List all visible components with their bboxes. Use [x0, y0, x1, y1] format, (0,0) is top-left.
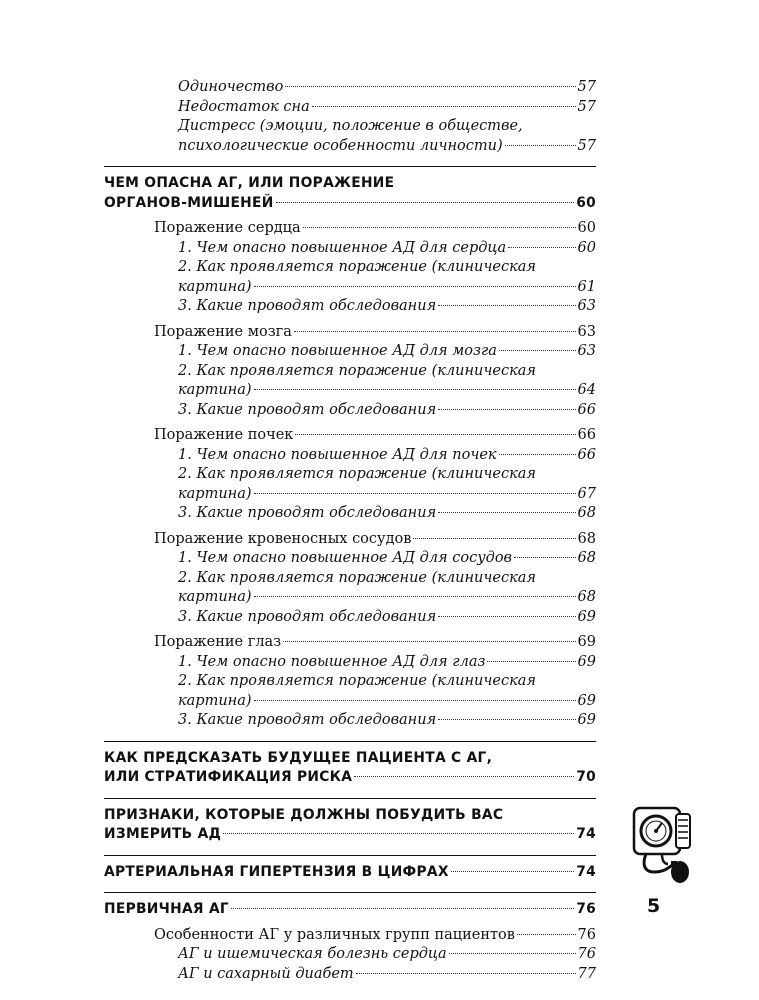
section-divider	[104, 741, 596, 742]
blood-pressure-monitor-icon	[632, 806, 694, 886]
toc-entry-title: Поражение кровеносных сосудов	[154, 530, 412, 547]
toc-subsection-entry[interactable]	[104, 465, 596, 504]
toc-page-number: 69	[577, 692, 596, 709]
dot-leader	[254, 493, 576, 494]
toc-subsection-entry[interactable]	[104, 297, 596, 317]
toc-subsection-entry[interactable]	[104, 78, 596, 98]
toc-entry-title: Особенности АГ у различных групп пациентов	[154, 926, 515, 943]
toc-page-number: 69	[577, 653, 596, 670]
dot-leader	[517, 934, 576, 935]
toc-entry-line	[104, 78, 596, 98]
toc-page-number: 76	[576, 901, 596, 917]
toc-entry-line	[104, 863, 596, 883]
toc-page-number: 63	[577, 343, 596, 359]
dot-leader	[285, 86, 575, 87]
toc-page-number: 60	[577, 239, 596, 256]
toc-entry-line	[104, 219, 596, 239]
toc-entry-line	[104, 278, 596, 298]
toc-page-number: 57	[577, 98, 596, 115]
toc-subsection-entry[interactable]	[104, 608, 596, 628]
toc-section-entry[interactable]	[104, 633, 596, 653]
toc-entry-title: картина)	[178, 382, 252, 398]
toc-entry-line	[104, 549, 596, 569]
dot-leader	[295, 434, 575, 435]
toc-subsection-entry[interactable]	[104, 446, 596, 466]
section-divider	[104, 892, 596, 893]
toc-subsection-entry[interactable]	[104, 98, 596, 118]
toc-page-number: 60	[577, 220, 596, 236]
toc-entry-title: АГ и сахарный диабет	[178, 965, 354, 982]
toc-subsection-entry[interactable]	[104, 258, 596, 297]
toc-subsection-entry[interactable]	[104, 117, 596, 156]
toc-entry-title: 1. Чем опасно повышенное АД для мозга	[178, 343, 497, 359]
toc-entry-line	[104, 98, 596, 118]
toc-entry-title: Поражение сердца	[154, 220, 301, 236]
dot-leader	[438, 305, 575, 306]
toc-subsection-entry[interactable]	[104, 945, 596, 965]
toc-page-number: 74	[576, 826, 596, 842]
toc-entry-line	[104, 194, 596, 214]
dot-leader	[312, 106, 576, 107]
toc-entry-title: ОРГАНОВ-МИШЕНЕЙ	[104, 194, 274, 211]
toc-entry-title: 1. Чем опасно повышенное АД для почек	[178, 446, 497, 463]
toc-entry-title: Поражение мозга	[154, 323, 292, 340]
toc-entry-text-line: Дистресс (эмоции, положение в обществе,	[178, 118, 523, 134]
dot-leader	[254, 596, 576, 597]
table-of-contents	[104, 78, 596, 984]
toc-entry-title: ИЛИ СТРАТИФИКАЦИЯ РИСКА	[104, 769, 353, 785]
toc-entry-line	[104, 768, 596, 788]
toc-entry-line	[104, 446, 596, 466]
toc-entry-title: картина)	[178, 589, 252, 605]
toc-chapter-entry[interactable]	[104, 863, 596, 883]
toc-page-number: 70	[576, 769, 596, 785]
section-divider	[104, 798, 596, 799]
toc-page-number: 63	[577, 298, 596, 314]
toc-entry-title: Недостаток сна	[178, 98, 310, 115]
toc-subsection-entry[interactable]	[104, 401, 596, 421]
toc-entry-line	[104, 588, 596, 608]
toc-section-entry[interactable]	[104, 530, 596, 550]
toc-entry-title: 1. Чем опасно повышенное АД для сосудов	[178, 550, 512, 566]
toc-entry-line	[104, 239, 596, 259]
toc-entry-line	[104, 900, 596, 920]
dot-leader	[508, 247, 575, 248]
toc-subsection-entry[interactable]	[104, 362, 596, 401]
toc-page-number: 66	[577, 427, 596, 443]
toc-entry-title: ИЗМЕРИТЬ АД	[104, 826, 222, 842]
toc-entry-title: Одиночество	[178, 79, 284, 95]
toc-entry-line	[104, 825, 596, 845]
toc-entry-title: картина)	[178, 485, 252, 502]
dot-leader	[449, 953, 576, 954]
page-number: 5	[647, 895, 661, 917]
toc-entry-title: психологические особенности личности)	[178, 137, 503, 154]
dot-leader	[499, 454, 576, 455]
toc-page-number: 68	[577, 550, 596, 566]
toc-subsection-entry[interactable]	[104, 504, 596, 524]
toc-subsection-entry[interactable]	[104, 342, 596, 362]
toc-page-number: 76	[577, 946, 596, 962]
toc-entry-line	[104, 965, 596, 985]
toc-entry-line	[104, 711, 596, 731]
toc-subsection-entry[interactable]	[104, 239, 596, 259]
toc-subsection-entry[interactable]	[104, 549, 596, 569]
dot-leader	[438, 719, 575, 720]
toc-entry-title: картина)	[178, 692, 252, 709]
toc-page-number: 69	[577, 608, 596, 625]
toc-entry-text-line: КАК ПРЕДСКАЗАТЬ БУДУЩЕЕ ПАЦИЕНТА С АГ,	[104, 749, 493, 766]
toc-page-number: 60	[576, 194, 596, 211]
toc-entry-line	[104, 633, 596, 653]
toc-entry-line	[104, 485, 596, 505]
toc-page-number: 63	[577, 323, 596, 340]
toc-page-number: 67	[577, 485, 596, 502]
toc-entry-title: 1. Чем опасно повышенное АД для глаз	[178, 653, 486, 670]
toc-entry-line	[104, 426, 596, 446]
toc-entry-title: Поражение глаз	[154, 634, 282, 650]
toc-page-number: 68	[577, 530, 596, 547]
toc-entry-title: 3. Какие проводят обследования	[178, 401, 437, 418]
toc-page-number: 66	[577, 446, 596, 463]
dot-leader	[499, 350, 576, 351]
toc-page-number: 68	[577, 505, 596, 521]
dot-leader	[451, 871, 574, 872]
toc-entry-line	[104, 945, 596, 965]
dot-leader	[487, 661, 575, 662]
dot-leader	[254, 700, 576, 701]
dot-leader	[438, 512, 575, 513]
toc-page-number: 64	[577, 382, 596, 398]
dot-leader	[276, 202, 575, 203]
toc-section-entry[interactable]	[104, 323, 596, 343]
section-divider	[104, 166, 596, 167]
toc-entry-line	[104, 926, 596, 946]
toc-entry-title: 3. Какие проводят обследования	[178, 712, 437, 728]
toc-page-number: 69	[577, 712, 596, 728]
toc-page-number: 68	[577, 589, 596, 605]
toc-subsection-entry[interactable]	[104, 672, 596, 711]
toc-entry-title: 3. Какие проводят обследования	[178, 608, 437, 625]
dot-leader	[254, 389, 576, 390]
toc-entry-line	[104, 381, 596, 401]
toc-entry-text-line: 2. Как проявляется поражение (клиническая	[178, 259, 537, 275]
toc-entry-text-line: ЧЕМ ОПАСНА АГ, ИЛИ ПОРАЖЕНИЕ	[104, 175, 395, 191]
dot-leader	[356, 973, 576, 974]
toc-entry-line	[104, 653, 596, 673]
toc-entry-text-line: 2. Как проявляется поражение (клиническая	[178, 569, 537, 586]
toc-entry-line	[104, 692, 596, 712]
dot-leader	[223, 833, 574, 834]
toc-page-number: 76	[577, 926, 596, 943]
toc-chapter-entry[interactable]	[104, 749, 596, 788]
toc-chapter-entry[interactable]	[104, 900, 596, 920]
dot-leader	[505, 145, 576, 146]
toc-entry-line	[104, 530, 596, 550]
toc-entry-title: Поражение почек	[154, 427, 294, 443]
dot-leader	[283, 641, 575, 642]
toc-entry-line	[104, 504, 596, 524]
toc-section-entry[interactable]	[104, 219, 596, 239]
toc-chapter-entry[interactable]	[104, 174, 596, 213]
toc-page-number: 57	[577, 79, 596, 95]
toc-subsection-entry[interactable]	[104, 711, 596, 731]
toc-entry-text-line: 2. Как проявляется поражение (клиническая	[178, 362, 537, 379]
toc-entry-line	[104, 297, 596, 317]
toc-entry-title: АГ и ишемическая болезнь сердца	[178, 946, 447, 962]
dot-leader	[514, 557, 576, 558]
toc-section-entry[interactable]	[104, 426, 596, 446]
toc-entry-title: картина)	[178, 278, 252, 295]
toc-entry-text-line: 2. Как проявляется поражение (клиническая	[178, 466, 537, 482]
toc-section-entry[interactable]	[104, 926, 596, 946]
toc-subsection-entry[interactable]	[104, 653, 596, 673]
toc-page-number: 77	[577, 965, 596, 982]
toc-entry-title: АРТЕРИАЛЬНАЯ ГИПЕРТЕНЗИЯ В ЦИФРАХ	[104, 863, 449, 880]
toc-chapter-entry[interactable]	[104, 806, 596, 845]
toc-entry-title: 3. Какие проводят обследования	[178, 298, 437, 314]
dot-leader	[438, 616, 575, 617]
toc-entry-title: ПЕРВИЧНАЯ АГ	[104, 901, 230, 917]
toc-page-number: 74	[576, 863, 596, 880]
toc-entry-title: 3. Какие проводят обследования	[178, 505, 437, 521]
toc-subsection-entry[interactable]	[104, 569, 596, 608]
dot-leader	[231, 908, 574, 909]
toc-entry-title: 1. Чем опасно повышенное АД для сердца	[178, 239, 507, 256]
toc-page-number: 69	[577, 634, 596, 650]
dot-leader	[254, 286, 576, 287]
dot-leader	[294, 331, 576, 332]
toc-page-number: 61	[577, 278, 596, 295]
dot-leader	[438, 409, 575, 410]
toc-entry-line	[104, 137, 596, 157]
toc-entry-text-line: 2. Как проявляется поражение (клиническая	[178, 673, 537, 689]
toc-entry-line	[104, 401, 596, 421]
toc-entry-text-line: ПРИЗНАКИ, КОТОРЫЕ ДОЛЖНЫ ПОБУДИТЬ ВАС	[104, 806, 504, 823]
toc-entry-line	[104, 342, 596, 362]
dot-leader	[354, 776, 574, 777]
toc-subsection-entry[interactable]	[104, 965, 596, 985]
toc-entry-line	[104, 323, 596, 343]
toc-page-number: 66	[577, 401, 596, 418]
section-divider	[104, 855, 596, 856]
dot-leader	[303, 227, 576, 228]
toc-page-number: 57	[577, 137, 596, 154]
toc-entry-line	[104, 608, 596, 628]
dot-leader	[413, 538, 575, 539]
